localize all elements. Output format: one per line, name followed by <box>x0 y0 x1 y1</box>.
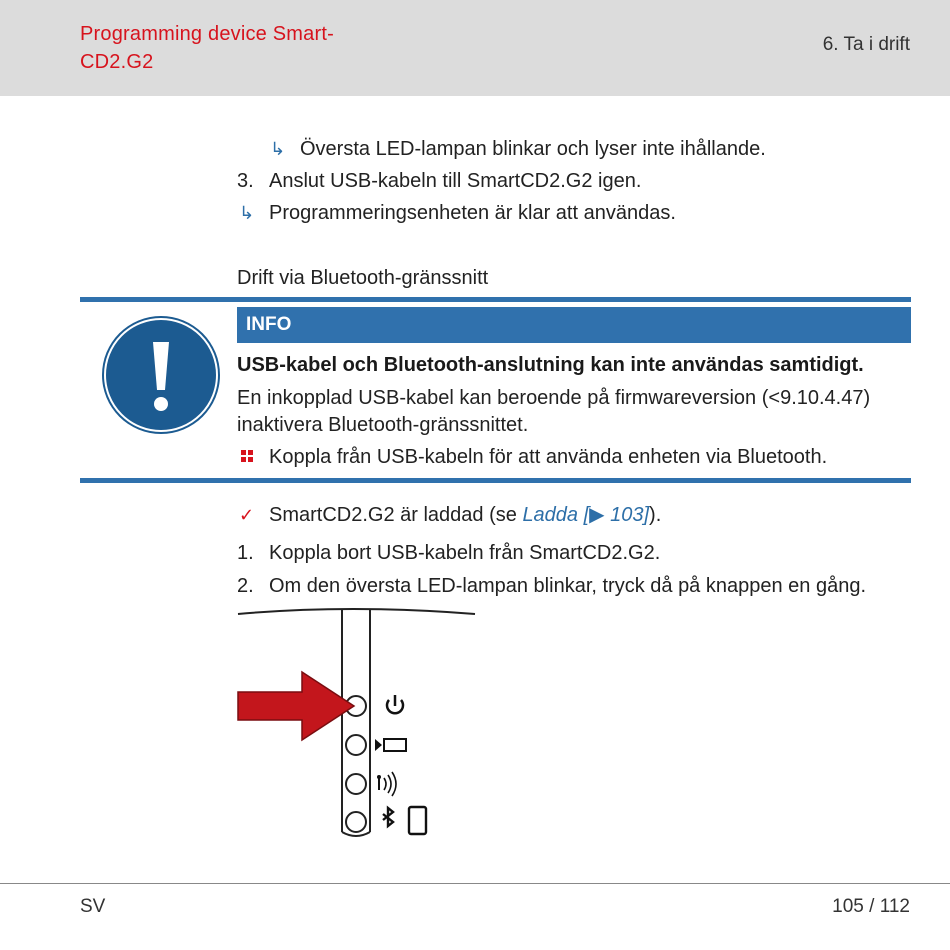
checkmark-icon: ✓ <box>239 505 255 525</box>
info-title: USB-kabel och Bluetooth-anslutning kan inte användas samtidigt. <box>237 354 864 376</box>
result-arrow-icon: ↳ <box>270 139 286 159</box>
result-text: Översta LED-lampan blinkar och lyser inte ihållande. <box>300 138 766 160</box>
step-number: 2. <box>237 575 254 597</box>
section-heading: Drift via Bluetooth-gränssnitt <box>237 267 489 289</box>
device-figure <box>230 600 490 845</box>
power-icon <box>387 695 403 713</box>
step-text: Om den översta LED-lampan blinkar, tryck då på knappen en gång. <box>269 575 867 597</box>
info-top-rule <box>80 297 911 302</box>
step-text: Koppla bort USB-kabeln från SmartCD2.G2. <box>269 542 661 564</box>
led-3 <box>346 774 366 794</box>
info-exclamation-icon <box>104 318 218 432</box>
led-4 <box>346 812 366 832</box>
battery-charging-icon <box>375 739 406 751</box>
result-text: Programmeringsenheten är klar att användas. <box>269 202 676 224</box>
step-text: Anslut USB-kabeln till SmartCD2.G2 igen. <box>269 170 642 192</box>
info-bottom-rule <box>80 478 911 483</box>
footer-language: SV <box>80 896 106 917</box>
info-body: inaktivera Bluetooth-gränssnittet. <box>237 414 529 436</box>
info-label: INFO <box>237 307 911 343</box>
step-number: 3. <box>237 170 254 192</box>
pointer-arrow-icon <box>238 672 354 740</box>
result-arrow-icon: ↳ <box>239 203 255 223</box>
step-number: 1. <box>237 542 254 564</box>
page-link[interactable]: Ladda [▶ 103] <box>522 504 650 526</box>
action-bullet-icon <box>241 450 254 463</box>
footer-page-number: 105 / 112 <box>832 896 910 917</box>
document-title: Programming device Smart-CD2.G2 <box>80 23 334 73</box>
page-header <box>0 0 950 96</box>
footer-rule <box>0 883 950 884</box>
info-action: Koppla från USB-kabeln för att använda enheten via Bluetooth. <box>269 446 828 468</box>
signal-icon <box>377 772 396 796</box>
led-2 <box>346 735 366 755</box>
chapter-label: 6. Ta i drift <box>822 34 910 55</box>
bluetooth-phone-icon <box>383 807 426 834</box>
info-body: En inkopplad USB-kabel kan beroende på firmwareversion (<9.10.4.47) <box>237 387 871 409</box>
prerequisite: SmartCD2.G2 är laddad (se Ladda [▶ 103]). <box>269 504 662 526</box>
